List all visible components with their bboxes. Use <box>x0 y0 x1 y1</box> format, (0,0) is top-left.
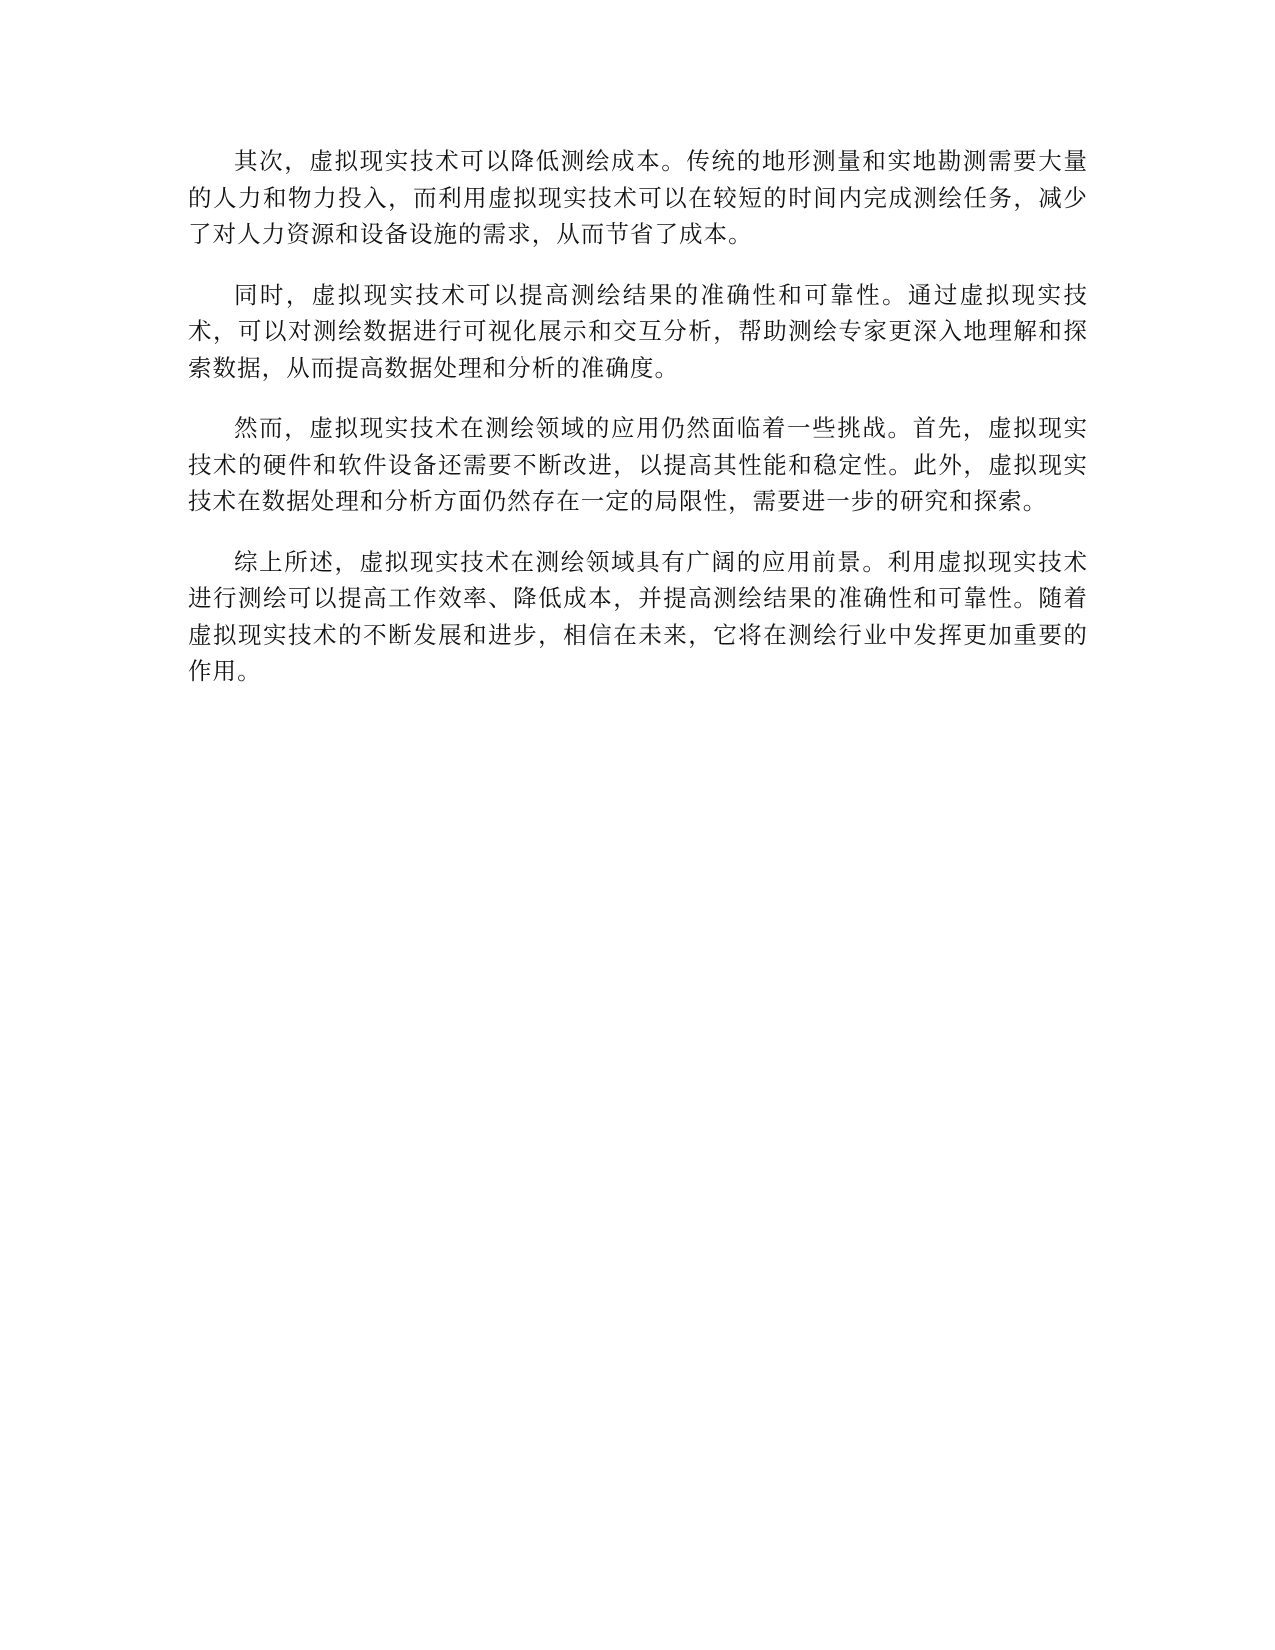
paragraph-conclusion: 综上所述，虚拟现实技术在测绘领域具有广阔的应用前景。利用虚拟现实技术进行测绘可以提高工作效率、降低成本，并提高测绘结果的准确性和可靠性。随着虚拟现实技术的不断发展和进步，相信在未来，它将在测绘行业中发挥更加重要的作用。 <box>188 547 1088 685</box>
paragraph-accuracy: 同时，虚拟现实技术可以提高测绘结果的准确性和可靠性。通过虚拟现实技术，可以对测绘数据进行可视化展示和交互分析，帮助测绘专家更深入地理解和探索数据，从而提高数据处理和分析的准确度。 <box>188 280 1088 382</box>
document-body <box>188 143 1088 714</box>
paragraph-cost-reduction: 其次，虚拟现实技术可以降低测绘成本。传统的地形测量和实地勘测需要大量的人力和物力投入，而利用虚拟现实技术可以在较短的时间内完成测绘任务，减少了对人力资源和设备设施的需求，从而节省了成本。 <box>188 147 1088 248</box>
paragraph-challenges: 然而，虚拟现实技术在测绘领域的应用仍然面临着一些挑战。首先，虚拟现实技术的硬件和软件设备还需要不断改进，以提高其性能和稳定性。此外，虚拟现实技术在数据处理和分析方面仍然存在一定的局限性，需要进一步的研究和探索。 <box>188 414 1088 515</box>
